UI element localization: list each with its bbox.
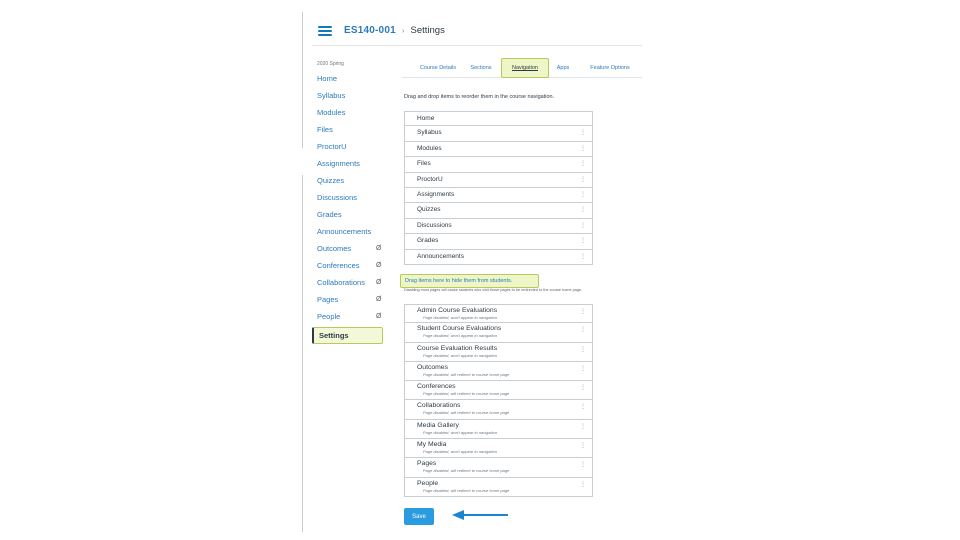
sidebar-item-label: Pages — [317, 295, 339, 304]
tab-course-details[interactable]: Course Details — [419, 65, 457, 71]
disabled-nav-item[interactable] — [404, 478, 593, 497]
sidebar-item-settings[interactable] — [312, 327, 383, 344]
nav-list-item-label: Discussions — [417, 221, 452, 229]
kebab-menu-icon[interactable]: ⋮ — [580, 309, 586, 315]
sidebar-item-files[interactable] — [312, 121, 388, 138]
sidebar-item-outcomes[interactable] — [312, 240, 388, 257]
kebab-menu-icon[interactable]: ⋮ — [580, 423, 586, 430]
nav-list-item-label: Syllabus — [417, 129, 442, 137]
disabled-nav-item-title: Pages — [417, 460, 437, 468]
nav-list-item-label: Modules — [417, 144, 442, 152]
breadcrumb-separator-icon: › — [401, 26, 405, 35]
sidebar-item-proctoru[interactable] — [312, 138, 388, 155]
kebab-menu-icon[interactable]: ⋮ — [580, 462, 586, 469]
sidebar-item-label: Home — [317, 74, 338, 83]
sidebar-item-collaborations[interactable] — [312, 274, 388, 291]
nav-list-item-label: Quizzes — [417, 206, 441, 214]
sidebar-item-label: Modules — [317, 108, 346, 117]
nav-list-item-label: Home — [417, 115, 435, 122]
sidebar-item-label: Collaborations — [317, 278, 365, 287]
disabled-nav-item[interactable] — [404, 439, 593, 458]
disabled-nav-item-title: Collaborations — [417, 402, 461, 410]
course-sidebar — [312, 58, 388, 344]
sidebar-item-label: Settings — [319, 331, 349, 340]
disabled-nav-item-title: Course Evaluation Results — [417, 344, 498, 352]
arrow-left-icon — [452, 509, 510, 521]
disabled-nav-item[interactable] — [404, 458, 593, 477]
nav-list-item-label: ProctorU — [417, 175, 443, 183]
disabled-nav-item-title: People — [417, 479, 439, 487]
disabled-nav-item-title: Student Course Evaluations — [417, 325, 502, 333]
kebab-menu-icon[interactable]: ⋮ — [580, 238, 586, 245]
disabled-nav-item-title: Admin Course Evaluations — [417, 307, 498, 314]
disabled-nav-item[interactable] — [404, 420, 593, 439]
tab-apps[interactable]: Apps — [556, 65, 570, 71]
disabled-nav-item-title: My Media — [417, 441, 447, 449]
eye-slash-icon: Ø — [376, 296, 382, 303]
nav-list-item[interactable] — [404, 173, 593, 188]
page-border-line — [302, 12, 303, 148]
sidebar-item-label: Quizzes — [317, 176, 345, 185]
eye-slash-icon: Ø — [376, 279, 382, 286]
save-button[interactable]: Save — [404, 508, 434, 525]
sidebar-item-label: Assignments — [317, 159, 360, 168]
sidebar-item-announcements[interactable] — [312, 223, 388, 240]
kebab-menu-icon[interactable]: ⋮ — [580, 385, 586, 392]
disabled-nav-item-title: Conferences — [417, 383, 456, 391]
eye-slash-icon: Ø — [376, 313, 382, 320]
kebab-menu-icon[interactable]: ⋮ — [580, 191, 586, 198]
sidebar-item-label: Conferences — [317, 261, 360, 270]
nav-list-item-label: Announcements — [417, 252, 464, 260]
sidebar-item-modules[interactable] — [312, 104, 388, 121]
kebab-menu-icon[interactable]: ⋮ — [580, 130, 586, 137]
nav-list-item[interactable] — [404, 219, 593, 234]
term-label: 2020 Spring — [317, 61, 344, 67]
kebab-menu-icon[interactable]: ⋮ — [580, 404, 586, 411]
disabled-nav-item-note: Page disabled, will redirect to course home page — [423, 487, 510, 493]
disabled-nav-item-title: Media Gallery — [417, 421, 459, 429]
disabled-nav-item-note: Page disabled, will redirect to course home page — [423, 391, 510, 397]
kebab-menu-icon[interactable]: ⋮ — [580, 253, 586, 260]
eye-slash-icon: Ø — [376, 245, 382, 252]
tab-navigation[interactable]: Navigation — [501, 58, 549, 78]
nav-list-item[interactable] — [404, 142, 593, 157]
disabled-nav-item[interactable] — [404, 323, 593, 342]
sidebar-item-conferences[interactable] — [312, 257, 388, 274]
kebab-menu-icon[interactable]: ⋮ — [580, 222, 586, 229]
kebab-menu-icon[interactable]: ⋮ — [580, 145, 586, 152]
nav-list-item[interactable] — [404, 250, 593, 265]
sidebar-item-label: Files — [317, 125, 333, 134]
hide-drop-zone[interactable]: Drag items here to hide them from students. — [400, 274, 539, 288]
disabled-nav-item-note: Page disabled, won't appear in navigation — [423, 333, 497, 339]
sidebar-item-syllabus[interactable] — [312, 87, 388, 104]
sidebar-item-label: People — [317, 312, 341, 321]
sidebar-item-assignments[interactable] — [312, 155, 388, 172]
kebab-menu-icon[interactable]: ⋮ — [580, 443, 586, 450]
sidebar-item-people[interactable] — [312, 308, 388, 325]
enabled-navigation-list — [404, 111, 593, 265]
kebab-menu-icon[interactable]: ⋮ — [580, 327, 586, 334]
disabled-nav-item[interactable] — [404, 381, 593, 400]
settings-tabs — [402, 58, 642, 78]
tab-feature-options[interactable]: Feature Options — [590, 65, 630, 71]
nav-list-item[interactable] — [404, 188, 593, 203]
hamburger-menu-icon[interactable] — [318, 26, 332, 36]
disabled-nav-item-note: Page disabled, won't appear in navigation — [423, 449, 497, 455]
nav-list-item[interactable] — [404, 111, 593, 126]
navigation-instructions: Drag and drop items to reorder them in the course navigation. — [404, 94, 555, 100]
disabled-navigation-list — [404, 304, 593, 497]
kebab-menu-icon[interactable]: ⋮ — [580, 346, 586, 353]
breadcrumb-course-link[interactable]: ES140-001 — [344, 25, 396, 36]
disabled-nav-item-note: Page disabled, will redirect to course home page — [423, 371, 510, 377]
disabled-nav-item[interactable] — [404, 400, 593, 419]
disabled-nav-item-note: Page disabled, will redirect to course home page — [423, 468, 510, 474]
sidebar-item-label: Discussions — [317, 193, 358, 202]
sidebar-item-quizzes[interactable] — [312, 172, 388, 189]
disabled-nav-item-note: Page disabled, won't appear in navigation — [423, 429, 497, 435]
sidebar-item-label: Syllabus — [317, 91, 346, 100]
nav-list-item[interactable] — [404, 126, 593, 141]
kebab-menu-icon[interactable]: ⋮ — [580, 161, 586, 168]
eye-slash-icon: Ø — [376, 262, 382, 269]
sidebar-item-label: Grades — [317, 210, 342, 219]
sidebar-item-discussions[interactable] — [312, 189, 388, 206]
disabled-nav-item[interactable] — [404, 362, 593, 381]
sidebar-item-label: Announcements — [317, 227, 372, 236]
hide-zone-note: Disabling most pages will cause students who visit those pages to be redirected to the course home page. — [404, 288, 583, 292]
nav-list-item-label: Assignments — [417, 190, 455, 198]
disabled-nav-item-note: Page disabled, won't appear in navigation — [423, 315, 497, 320]
kebab-menu-icon[interactable]: ⋮ — [580, 481, 586, 488]
nav-list-item-label: Files — [417, 160, 431, 168]
disabled-nav-item-note: Page disabled, will redirect to course home page — [423, 410, 510, 416]
page-header — [312, 16, 642, 46]
sidebar-item-label: ProctorU — [317, 142, 347, 151]
disabled-nav-item-title: Outcomes — [417, 363, 448, 371]
nav-list-item[interactable] — [404, 203, 593, 218]
page-border-line — [302, 175, 303, 532]
nav-list-item-label: Grades — [417, 237, 439, 245]
sidebar-item-label: Outcomes — [317, 244, 352, 253]
nav-list-item[interactable] — [404, 234, 593, 249]
disabled-nav-item-note: Page disabled, won't appear in navigation — [423, 352, 497, 358]
disabled-nav-item[interactable] — [404, 304, 593, 323]
kebab-menu-icon[interactable]: ⋮ — [580, 207, 586, 214]
breadcrumb-current-page: Settings — [410, 25, 445, 36]
disabled-nav-item[interactable] — [404, 343, 593, 362]
kebab-menu-icon[interactable]: ⋮ — [580, 365, 586, 372]
tab-sections[interactable]: Sections — [470, 65, 492, 71]
nav-list-item[interactable] — [404, 157, 593, 172]
sidebar-item-grades[interactable] — [312, 206, 388, 223]
sidebar-item-home[interactable] — [312, 70, 388, 87]
kebab-menu-icon[interactable]: ⋮ — [580, 176, 586, 183]
sidebar-item-pages[interactable] — [312, 291, 388, 308]
